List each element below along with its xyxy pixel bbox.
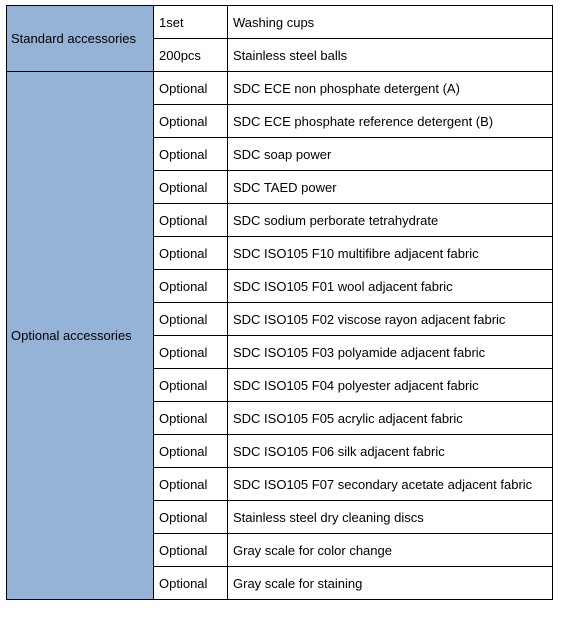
standard-accessories-label: Standard accessories	[7, 6, 154, 72]
optional-accessories-label: Optional accessories	[7, 72, 154, 600]
item-cell: SDC ISO105 F02 viscose rayon adjacent fabric	[228, 303, 553, 336]
item-cell: SDC ISO105 F10 multifibre adjacent fabric	[228, 237, 553, 270]
item-cell: SDC soap power	[228, 138, 553, 171]
item-cell: SDC sodium perborate tetrahydrate	[228, 204, 553, 237]
quantity-cell: Optional	[154, 402, 228, 435]
quantity-cell: Optional	[154, 105, 228, 138]
quantity-cell: Optional	[154, 534, 228, 567]
quantity-cell: Optional	[154, 72, 228, 105]
quantity-cell: Optional	[154, 567, 228, 600]
table-row	[7, 72, 553, 105]
item-cell: SDC ISO105 F01 wool adjacent fabric	[228, 270, 553, 303]
quantity-cell: Optional	[154, 270, 228, 303]
item-cell: Stainless steel dry cleaning discs	[228, 501, 553, 534]
quantity-cell: Optional	[154, 336, 228, 369]
item-cell: SDC ISO105 F07 secondary acetate adjacent fabric	[228, 468, 553, 501]
item-cell: Washing cups	[228, 6, 553, 39]
item-cell: Gray scale for color change	[228, 534, 553, 567]
accessories-table-container	[6, 5, 553, 600]
quantity-cell: Optional	[154, 204, 228, 237]
accessories-table	[6, 5, 553, 600]
table-row	[7, 6, 553, 39]
item-cell: SDC ISO105 F05 acrylic adjacent fabric	[228, 402, 553, 435]
item-cell: SDC ECE phosphate reference detergent (B)	[228, 105, 553, 138]
item-cell: SDC TAED power	[228, 171, 553, 204]
item-cell: SDC ECE non phosphate detergent (A)	[228, 72, 553, 105]
item-cell: SDC ISO105 F03 polyamide adjacent fabric	[228, 336, 553, 369]
quantity-cell: Optional	[154, 369, 228, 402]
item-cell: SDC ISO105 F04 polyester adjacent fabric	[228, 369, 553, 402]
quantity-cell: Optional	[154, 468, 228, 501]
item-cell: Gray scale for staining	[228, 567, 553, 600]
quantity-cell: Optional	[154, 435, 228, 468]
quantity-cell: Optional	[154, 171, 228, 204]
quantity-cell: 1set	[154, 6, 228, 39]
item-cell: SDC ISO105 F06 silk adjacent fabric	[228, 435, 553, 468]
quantity-cell: Optional	[154, 501, 228, 534]
quantity-cell: 200pcs	[154, 39, 228, 72]
item-cell: Stainless steel balls	[228, 39, 553, 72]
quantity-cell: Optional	[154, 237, 228, 270]
accessories-table-body	[7, 6, 553, 600]
quantity-cell: Optional	[154, 138, 228, 171]
quantity-cell: Optional	[154, 303, 228, 336]
